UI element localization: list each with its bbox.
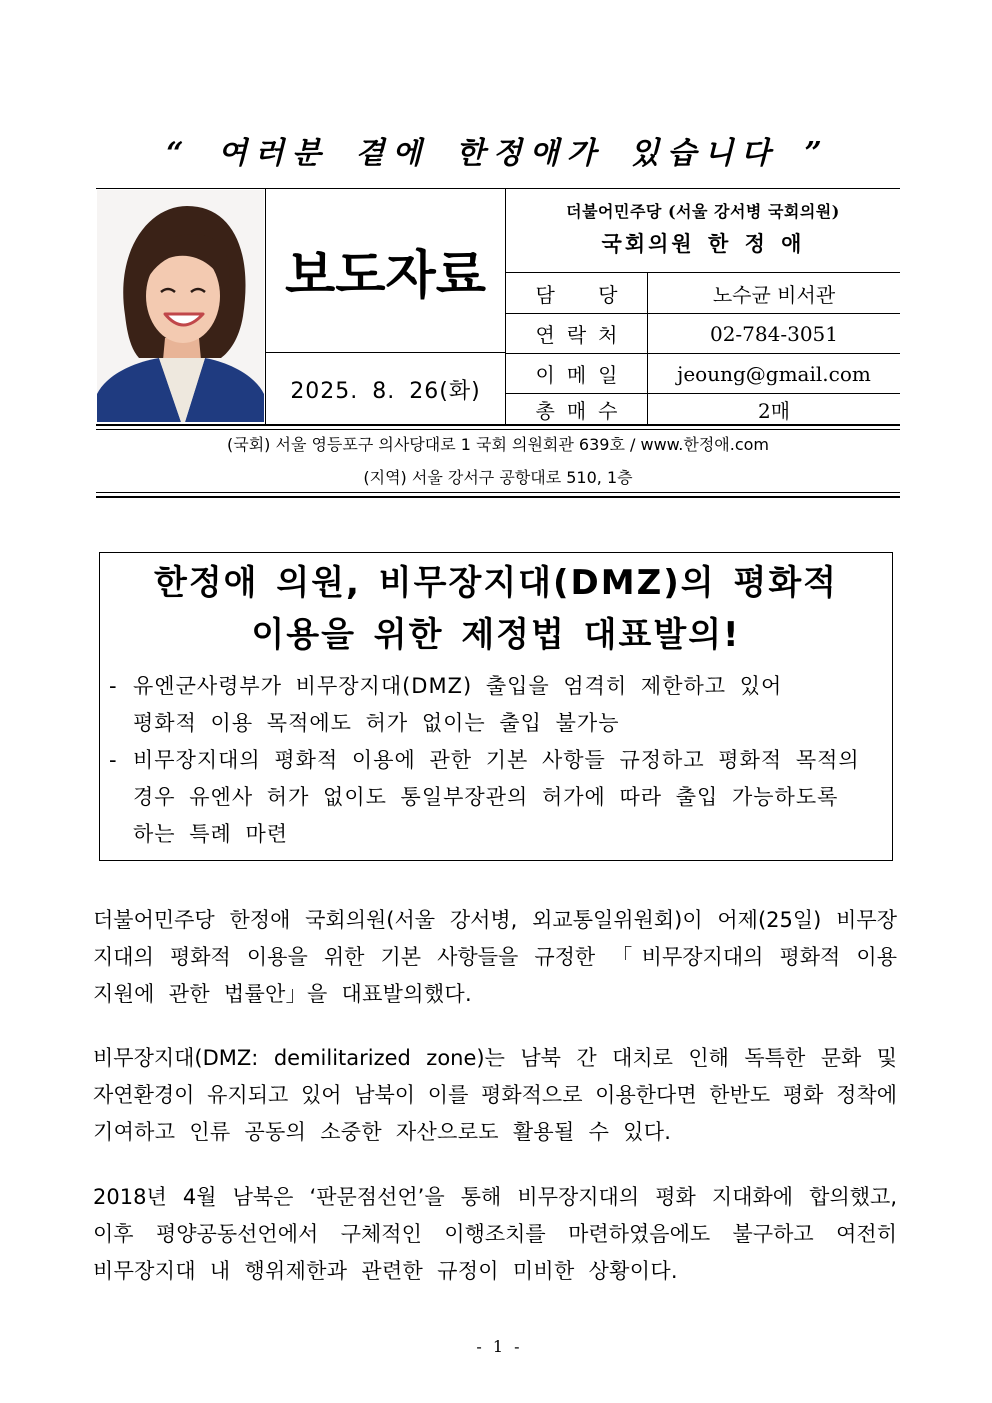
body-line: 기여하고 인류 공동의 소중한 자산으로도 활용될 수 있다. [93, 1120, 672, 1144]
portrait-illustration [97, 190, 264, 422]
address-rule [96, 492, 900, 493]
contact-value: jeoung@gmail.com [677, 361, 871, 386]
doc-type-title: 보도자료 [285, 245, 486, 306]
body-line: 비무장지대 내 행위제한과 관련한 규정이 미비한 상황이다. [93, 1259, 678, 1283]
body-paragraph [93, 1179, 897, 1290]
member-name: 국회의원 한 정 애 [601, 231, 805, 256]
address-local: (지역) 서울 강서구 공항대로 510, 1층 [363, 468, 633, 487]
bullet-line: 평화적 이용 목적에도 허가 없이는 출입 불가능 [133, 711, 620, 735]
body-line: 더불어민주당 한정애 국회의원(서울 강서병, 외교통일위원회)이 어제(25일) 비무장 [93, 908, 897, 932]
contact-label: 이 메 일 [535, 363, 618, 387]
body-paragraph [93, 902, 897, 1013]
contact-label: 연 락 처 [535, 323, 618, 347]
bullet-line: 비무장지대의 평화적 이용에 관한 기본 사항들 규정하고 평화적 목적의 [133, 748, 860, 772]
body-line: 지원에 관한 법률안」을 대표발의했다. [93, 982, 472, 1006]
release-date: 2025. 8. 26(화) [290, 378, 481, 404]
slogan: “ 여러분 곁에 한정애가 있습니다 ” [166, 136, 830, 171]
contact-label-cell [506, 354, 647, 393]
body-paragraph [93, 1040, 897, 1151]
contact-label-cell [506, 273, 647, 313]
contact-label: 총 매 수 [535, 398, 618, 423]
bullet-line: 경우 유엔사 허가 없이도 통일부장관의 허가에 따라 출입 가능하도록 [133, 785, 839, 809]
party-line: 더불어민주당 (서울 강서병 국회의원) [566, 202, 840, 221]
portrait-photo [97, 190, 264, 422]
address-assembly: (국회) 서울 영등포구 의사당대로 1 국회 의원회관 639호 / www.한정애.com [227, 435, 769, 454]
table-rule [96, 429, 900, 430]
body-line: 지대의 평화적 이용을 위한 기본 사항들을 규정한 「비무장지대의 평화적 이용 [93, 945, 897, 969]
contact-label-cell [506, 394, 647, 424]
page-number: - 1 - [476, 1337, 520, 1356]
headline-box [99, 552, 893, 861]
body-line: 2018년 4월 남북은 ‘판문점선언’을 통해 비무장지대의 평화 지대화에 합의했고, [93, 1185, 897, 1209]
headline-title-line: 한정애 의원, 비무장지대(DMZ)의 평화적 [153, 563, 839, 603]
contact-label-cell [506, 314, 647, 353]
contact-value: 노수균 비서관 [712, 282, 836, 307]
contact-label: 담 당 [535, 282, 618, 307]
bullet-marker: - [109, 674, 117, 698]
headline-bullets [100, 668, 892, 853]
header-table [96, 188, 900, 430]
body-line: 자연환경이 유지되고 있어 남북이 이를 평화적으로 이용한다면 한반도 평화 정착에 [93, 1083, 897, 1107]
body-line: 비무장지대(DMZ: demilitarized zone)는 남북 간 대치로 인해 독특한 문화 및 [93, 1046, 897, 1070]
bullet-item [100, 742, 892, 853]
bullet-item [100, 668, 892, 742]
body-line: 이후 평양공동선언에서 구체적인 이행조치를 마련하였음에도 불구하고 여전히 [93, 1222, 897, 1246]
headline-title [100, 557, 892, 661]
bullet-line: 하는 특례 마련 [133, 822, 289, 846]
bullet-marker: - [109, 748, 117, 772]
contact-value: 2매 [757, 398, 791, 423]
member-info [506, 188, 900, 272]
address-rule [96, 496, 900, 498]
contact-value: 02-784-3051 [709, 321, 839, 346]
bullet-line: 유엔군사령부가 비무장지대(DMZ) 출입을 엄격히 제한하고 있어 [133, 674, 783, 698]
headline-title-line: 이용을 위한 제정법 대표발의! [251, 615, 741, 655]
